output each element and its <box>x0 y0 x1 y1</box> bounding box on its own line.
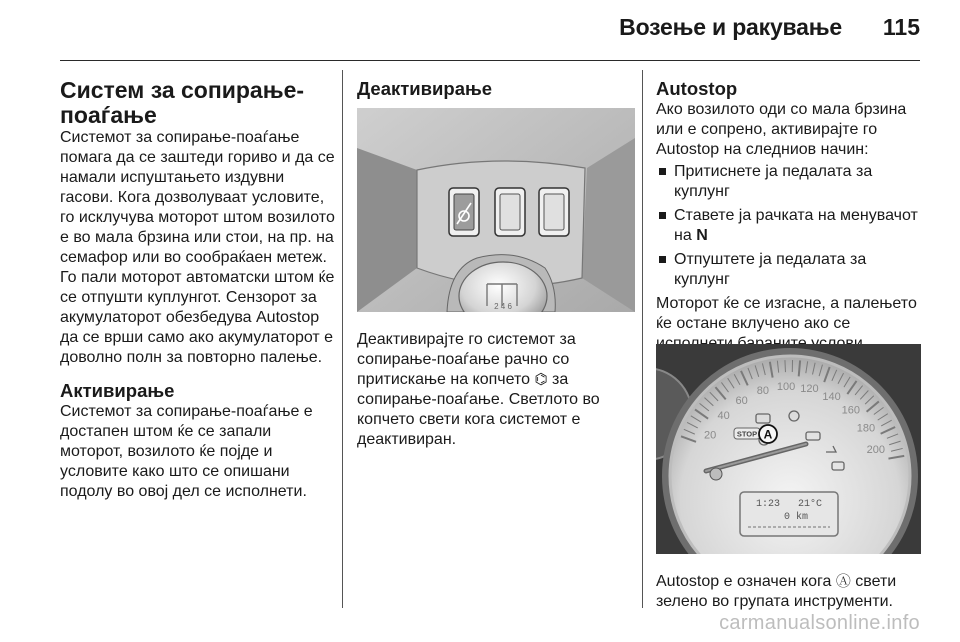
speed-label: 80 <box>756 385 770 398</box>
section-heading-deactivation: Деактивирање <box>357 78 493 99</box>
gear-digits: 2 4 6 <box>494 302 512 311</box>
speedometer-tick <box>799 360 800 376</box>
activation-text: Системот за сопирање-поаѓање е достапен штом ќе се запали моторот, возилото ќе појде и условите како што се опишани подолу во овој дел се исполнети. <box>60 403 313 500</box>
speed-label: 180 <box>856 422 876 435</box>
instrument-cluster-figure <box>656 344 921 554</box>
speed-label: 60 <box>735 395 748 408</box>
autostop-intro: Ако возилото оди со мала брзина или е сопрено, активирајте го Autostop на следниов начин: <box>656 101 907 158</box>
column-2 <box>357 78 635 100</box>
dashboard-buttons-figure <box>357 108 635 312</box>
header-title: Возење и ракување <box>619 14 842 40</box>
bullet-square-icon <box>659 168 666 175</box>
switch-2 <box>495 188 525 236</box>
section-heading-start-stop: Систем за сопирање-поаѓање <box>60 77 305 128</box>
column-divider-1 <box>342 70 343 608</box>
speedometer-illustration <box>656 344 921 554</box>
stop-start-button-icon: ⌬ <box>534 371 548 388</box>
bullet-square-icon <box>659 212 666 219</box>
autostop-result: Моторот ќе се изгасне, а палењето ќе остане вклучено ако се <box>656 295 917 332</box>
deactivation-text-block <box>357 330 635 450</box>
speed-label: 100 <box>776 381 796 394</box>
trip-display <box>740 492 838 536</box>
column-divider-2 <box>642 70 643 608</box>
header-rule <box>60 60 920 61</box>
dashboard-buttons-illustration <box>357 108 635 312</box>
list-item: Притиснете ја педалата за куплунг <box>656 162 926 202</box>
section-heading-autostop: Autostop <box>656 78 738 99</box>
list-item: Отпуштете ја педалата за куплунг <box>656 250 926 290</box>
speed-label: 120 <box>800 383 819 396</box>
section-heading-activation: Активирање <box>60 380 175 401</box>
bullet-square-icon <box>659 256 666 263</box>
autostop-symbol-icon: Ⓐ <box>835 573 851 590</box>
lcd-line-2: 0 km <box>783 512 809 523</box>
autostop-indicator-icon <box>759 425 777 443</box>
lcd-line-1: 1:23 21°C <box>755 499 823 510</box>
page-header <box>0 0 960 64</box>
autostop-caption-block <box>656 572 926 612</box>
stop-warning-lamp <box>734 428 760 439</box>
autostop-caption: Autostop е означен кога Ⓐ свети зелено во групата инструменти. <box>656 573 897 610</box>
speed-label: 200 <box>866 443 886 456</box>
column-1 <box>60 78 336 502</box>
start-stop-intro: Системот за сопирање-поаѓање помага да се заштеди гориво и да се намали испуштањето издувни гасови. Кога дозволуваат условите, го исклучува моторот штом возилото е во мала брзина или стои, на пр. на семафор или во сообраќаен метеж. Го пали моторот автоматски штом ќе се отпушти куплунгот. Сензорот за акумулаторот обезбедува Autostop да се врши само ако акумулаторот е доволно полн за повторно палење. <box>60 129 335 366</box>
speedometer-tick <box>785 360 786 372</box>
svg-text:STOP: STOP <box>736 429 758 439</box>
svg-text:A: A <box>763 427 773 442</box>
list-item: Ставете ја рачката на менувачот на N <box>656 206 926 246</box>
speed-label: 140 <box>822 391 841 404</box>
speed-label: 160 <box>841 404 860 417</box>
stop-start-button <box>449 188 479 236</box>
deactivation-text: Деактивирајте го системот за сопирање-поаѓање рачно со притискање на копчето ⌬ за сопирање-поаѓање. Светлото во копчето свети кога системот е деактивиран. <box>357 331 600 448</box>
watermark: carmanualsonline.info <box>719 612 920 634</box>
page-number: 115 <box>882 14 920 40</box>
neutral-gear-label: N <box>696 227 708 244</box>
autostop-steps <box>656 162 926 290</box>
speed-label: 20 <box>704 429 717 442</box>
column-3 <box>656 78 926 354</box>
speed-label: 40 <box>717 410 730 423</box>
switch-3 <box>539 188 569 236</box>
